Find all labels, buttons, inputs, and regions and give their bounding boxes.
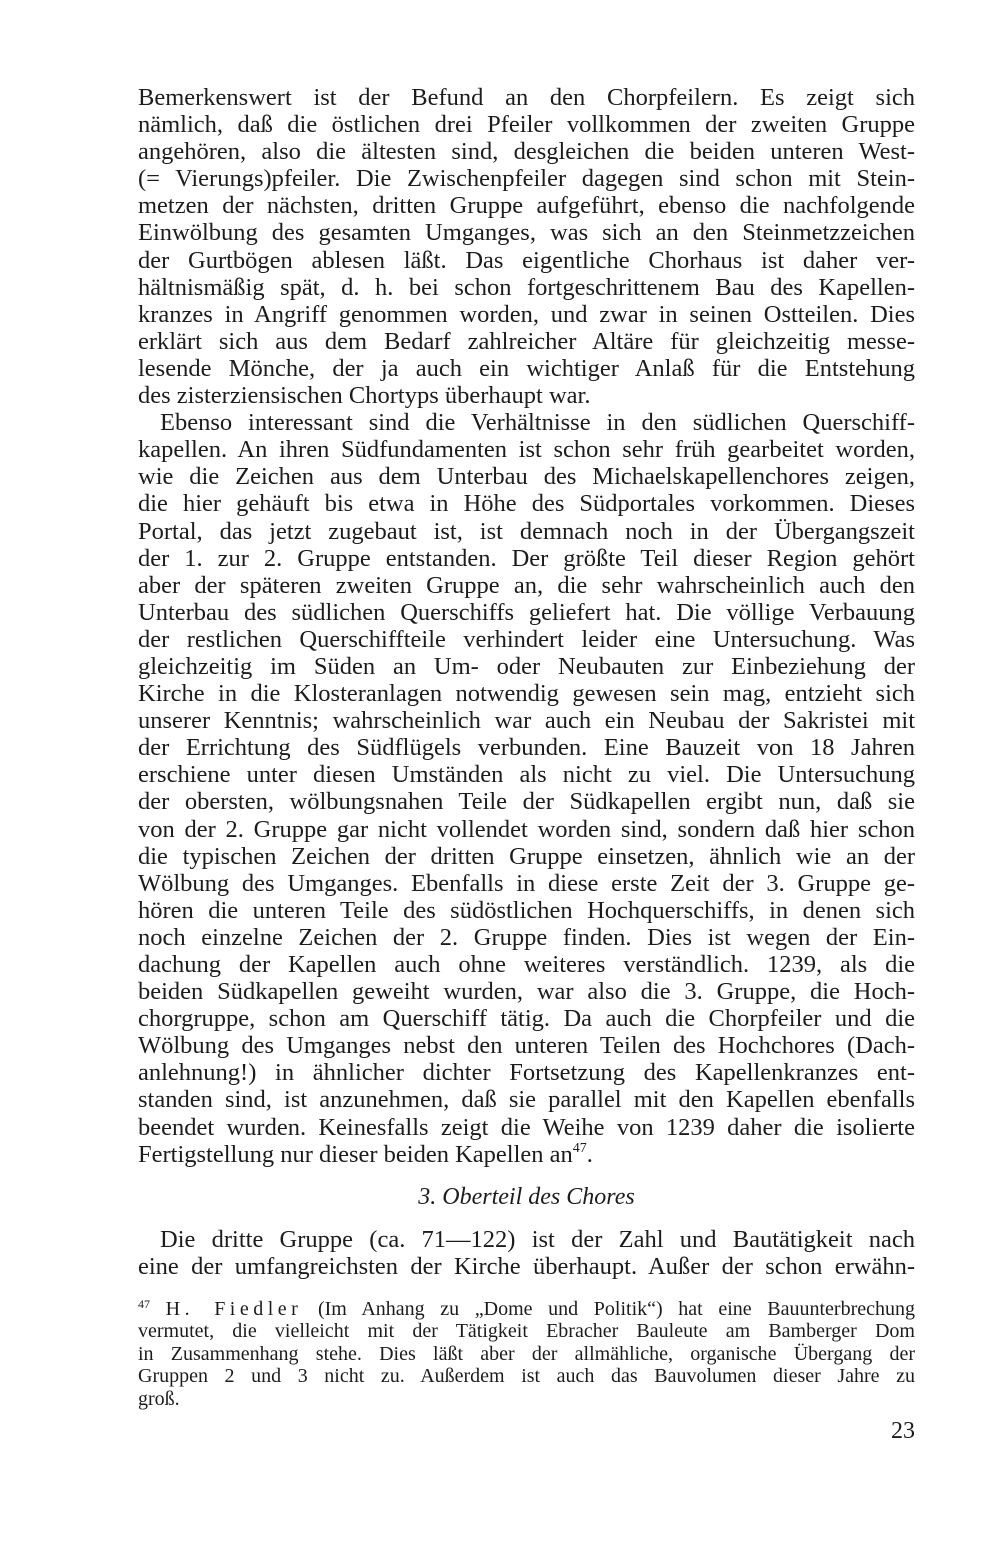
text-line: beiden Südkapellen geweiht wurden, war also die 3. Gruppe, die Hoch- (138, 978, 915, 1006)
text-line: von der 2. Gruppe gar nicht vollendet worden sind, sondern daß hier schon (138, 815, 915, 843)
text-line: der obersten, wölbungsnahen Teile der Südkapellen ergibt nun, daß sie (138, 788, 915, 816)
text-line: Unterbau des südlichen Querschiffs geliefert hat. Die völlige Verbauung (138, 598, 915, 626)
footnote-reference: 47 (572, 1140, 587, 1156)
text-line: der Errichtung des Südflügels verbunden. Eine Bauzeit von 18 Jahren (138, 734, 915, 762)
text-line: Wölbung des Umganges nebst den unteren Teilen des Hochchores (Dach- (138, 1032, 915, 1060)
text-line-with-footnote: Fertigstellung nur dieser beiden Kapellen an$^{47}$. (138, 1140, 593, 1168)
text-line: Portal, das jetzt zugebaut ist, ist demnach noch in der Übergangszeit (138, 517, 915, 545)
text-line: anlehnung!) in ähnlicher dichter Fortsetzung des Kapellenkranzes ent- (138, 1059, 915, 1087)
text-line: dachung der Kapellen auch ohne weiteres verständlich. 1239, als die (138, 951, 915, 978)
section-paragraph (138, 1226, 915, 1280)
text-line: wie die Zeichen aus dem Unterbau des Michaelskapellenchores zeigen, (138, 463, 915, 491)
text-line: die hier gehäuft bis etwa in Höhe des Südportales vorkommen. Dieses (138, 490, 915, 518)
footnote-line: vermutet, die vielleicht mit der Tätigkeit Ebracher Bauleute am Bamberger Dom (138, 1320, 915, 1343)
text-line: Kirche in die Klosteranlagen notwendig gewesen sein mag, entzieht sich (138, 680, 915, 708)
text-line: (= Vierungs)pfeiler. Die Zwischenpfeiler dagegen sind schon mit Stein- (138, 165, 915, 193)
text-line: Bemerkenswert ist der Befund an den Chorpfeilern. Es zeigt sich (138, 84, 915, 111)
text-line: metzen der nächsten, dritten Gruppe aufgeführt, ebenso die nachfolgende (138, 192, 915, 220)
text-line: lesende Mönche, der ja auch ein wichtiger Anlaß für die Entstehung (138, 354, 915, 382)
text-line: standen sind, ist anzunehmen, daß sie parallel mit den Kapellen ebenfalls (138, 1086, 915, 1114)
footnote-line: in Zusammenhang stehe. Dies läßt aber der allmähliche, organische Übergang der (138, 1342, 915, 1365)
text-line: die typischen Zeichen der dritten Gruppe einsetzen, ähnlich wie an der (138, 842, 915, 870)
text-line: kapellen. An ihren Südfundamenten ist schon sehr früh gearbeitet worden, (138, 436, 915, 464)
text-line: hören die unteren Teile des südöstlichen Hochquerschiffs, in denen sich (138, 896, 915, 924)
text-line: der restlichen Querschiffteile verhindert leider eine Untersuchung. Was (138, 625, 915, 653)
text-line: Ebenso interessant sind die Verhältnisse in den südlichen Querschiff- (160, 409, 915, 437)
text-line: Die dritte Gruppe (ca. 71—122) ist der Zahl und Bautätigkeit nach (160, 1226, 915, 1253)
text-line: aber der späteren zweiten Gruppe an, die sehr wahrscheinlich auch den (138, 571, 915, 599)
text-line: gleichzeitig im Süden an Um- oder Neubauten zur Einbeziehung der (138, 652, 915, 680)
footnote-number: 47 (138, 1297, 150, 1311)
text-line: erschiene unter diesen Umständen als nicht zu viel. Die Untersuchung (138, 761, 915, 789)
text-line: erklärt sich aus dem Bedarf zahlreicher Altäre für gleichzeitig messe- (138, 327, 915, 355)
section-heading: 3. Oberteil des Chores (418, 1184, 635, 1210)
text-line: hältnismäßig spät, d. h. bei schon fortgeschrittenem Bau des Kapellen- (138, 273, 915, 301)
page-number: 23 (891, 1418, 915, 1444)
text-line: unserer Kenntnis; wahrscheinlich war auch ein Neubau der Sakristei mit (138, 707, 915, 735)
text-line: nämlich, daß die östlichen drei Pfeiler vollkommen der zweiten Gruppe (138, 111, 915, 139)
footnote-text: (Im Anhang zu „Dome und Politik“) hat eine Bauunterbrechung (317, 1298, 916, 1320)
text-line: angehören, also die ältesten sind, desgleichen die beiden unteren West- (138, 138, 915, 166)
text-line: der 1. zur 2. Gruppe entstanden. Der größte Teil dieser Region gehört (138, 544, 915, 572)
footnote-line: groß. (138, 1387, 180, 1410)
text-line-content: Fertigstellung nur dieser beiden Kapellen an (138, 1140, 573, 1168)
text-line: eine der umfangreichsten der Kirche überhaupt. Außer der schon erwähn- (138, 1253, 915, 1281)
body-paragraphs (138, 84, 915, 1168)
text-line: Einwölbung des gesamten Umganges, was sich an den Steinmetzzeichen (138, 219, 915, 247)
text-line: des zisterziensischen Chortyps überhaupt war. (138, 382, 591, 410)
text-line: Wölbung des Umganges. Ebenfalls in diese erste Zeit der 3. Gruppe ge- (138, 869, 915, 897)
footnote-author: H. Fiedler (165, 1298, 303, 1320)
text-line: beendet wurden. Keinesfalls zeigt die Weihe von 1239 daher die isolierte (138, 1113, 915, 1141)
text-line: chorgruppe, schon am Querschiff tätig. Da auch die Chorpfeiler und die (138, 1005, 915, 1033)
footnote (138, 1298, 915, 1410)
text-line: noch einzelne Zeichen der 2. Gruppe finden. Dies ist wegen der Ein- (138, 923, 915, 951)
footnote-line: Gruppen 2 und 3 nicht zu. Außerdem ist auch das Bauvolumen dieser Jahre zu (138, 1365, 915, 1388)
text-line: der Gurtbögen ablesen läßt. Das eigentliche Chorhaus ist daher ver- (138, 246, 915, 274)
text-line: kranzes in Angriff genommen worden, und zwar in seinen Ostteilen. Dies (138, 300, 915, 328)
footnote-line (138, 1298, 915, 1320)
